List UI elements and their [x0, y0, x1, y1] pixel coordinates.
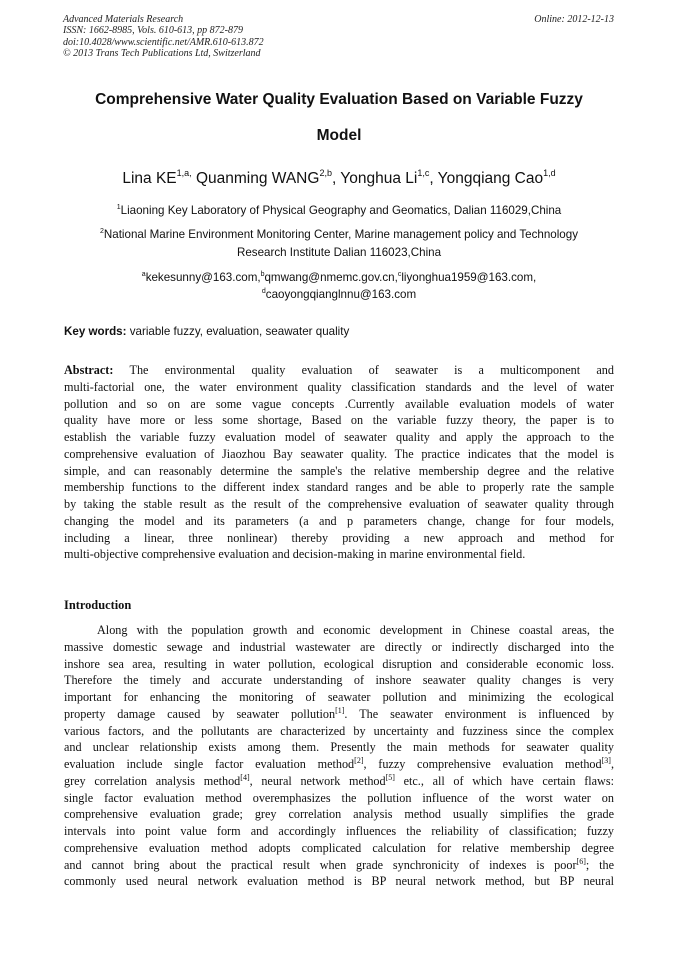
abstract-line: multi-factorial one, the water environment quality classification standards and the level of water	[64, 379, 614, 394]
abstract-line: establish the variable fuzzy evaluation model of seawater quality and apply the approach to the	[64, 430, 614, 444]
abstract-line: membership functions to the different index standard ranges and be able to properly rate the sample	[64, 480, 614, 495]
body-line: intervals into point value form and accordingly influences the reliability of classification; fuzzy	[64, 824, 614, 838]
affiliation-mark: 1	[116, 204, 121, 211]
doi-link[interactable]: doi:10.4028/www.scientific.net/AMR.610-613.872	[63, 36, 264, 48]
body-line: property damage caused by seawater pollution[1]. The seawater environment is influenced by	[64, 705, 615, 721]
issn-line: ISSN: 1662-8985, Vols. 610-613, pp 872-879	[63, 25, 243, 37]
author-affiliation-mark: 1,d	[543, 168, 556, 178]
paper-title-line-1: Comprehensive Water Quality Evaluation Based on Variable Fuzzy	[95, 91, 583, 108]
body-line: commonly used neural network evaluation method is BP neural network method, but BP neural	[64, 874, 614, 889]
keywords	[64, 325, 349, 338]
email-list-continued	[20, 288, 658, 301]
journal-name: Advanced Materials Research	[63, 14, 184, 25]
keywords-text: variable fuzzy, evaluation, seawater quality	[129, 325, 350, 338]
body-line: evaluation include single factor evaluation method[2], fuzzy comprehensive evaluation method[3],	[64, 756, 614, 771]
author-affiliation-mark: 2,b	[319, 168, 332, 178]
email-mark: d	[261, 288, 266, 295]
email-c[interactable]: liyonghua1959@163.com,	[401, 271, 537, 284]
author-name: Quanming WANG	[195, 170, 320, 187]
email-a[interactable]: kekesunny@163.com,	[145, 271, 261, 284]
online-date: Online: 2012-12-13	[534, 14, 614, 25]
body-line: and cannot bring about the practical result when grade synchronicity of indexes is poor[6]; the	[64, 856, 614, 872]
body-line: Along with the population growth and economic development in Chinese coastal areas, the	[97, 623, 614, 637]
citation-ref[interactable]: [1]	[335, 705, 345, 715]
abstract-line: comprehensive evaluation of Jiaozhou Bay seawater quality. The practice indicates that the model is	[64, 446, 614, 461]
body-line: grey correlation analysis method[4], neural network method[5] etc., all of which have certain flaws:	[64, 772, 614, 788]
affiliation-text: National Marine Environment Monitoring Center, Marine management policy and Technology	[103, 228, 578, 241]
author-name: Lina KE	[122, 170, 177, 187]
abstract-line: simple, and can reasonably determine the sample's the relative membership degree and the relative	[64, 463, 614, 478]
introduction-body	[64, 622, 614, 890]
citation-ref[interactable]: [5]	[385, 772, 395, 782]
email-mark: a	[141, 271, 146, 278]
citation-ref[interactable]: [4]	[240, 772, 250, 782]
body-line: massive domestic sewage and industrial wastewater are directly or indirectly discharged into the	[64, 639, 614, 654]
affiliation-2-continued: Research Institute Dalian 116023,China	[236, 246, 442, 259]
section-heading-introduction: Introduction	[64, 598, 132, 612]
citation-ref[interactable]: [6]	[576, 856, 586, 866]
body-line: various factors, and the pollutants are characterized by uncertainty and fuzziness since the complex	[64, 723, 614, 738]
abstract-line: multi-objective comprehensive evaluation and decision-making in marine environmental field.	[64, 547, 526, 562]
affiliation-2	[20, 228, 658, 241]
body-line: comprehensive evaluation grade; grey correlation analysis method usually simplifies the grade	[64, 807, 614, 822]
author-name: Yongqiang Cao	[437, 170, 544, 187]
email-mark: b	[260, 271, 265, 278]
copyright-line: © 2013 Trans Tech Publications Ltd, Switzerland	[63, 47, 261, 59]
body-line: important for enhancing the monitoring of seawater pollution and minimizing the ecological	[64, 690, 614, 704]
journal-header	[63, 14, 264, 59]
affiliation-1	[20, 204, 658, 217]
email-list	[20, 271, 658, 284]
email-b[interactable]: qmwang@nmemc.gov.cn,	[264, 271, 398, 284]
keywords-label: Key words:	[64, 325, 127, 338]
abstract-line: changing the model and its parameters (a and p parameters change, change for four models,	[64, 513, 614, 528]
body-line: inshore sea area, resulting in water pollution, ecological disruption and considerable economic loss.	[64, 656, 614, 671]
abstract	[64, 362, 614, 563]
abstract-line: including a linear, three nonlinear) thereby providing a new approach and method for	[64, 530, 614, 545]
abstract-line: quality have more or less some shortage, Based on the variable fuzzy theory, the paper is to	[64, 413, 614, 428]
body-line: Therefore the timely and accurate understanding of inshore seawater quality changes is very	[64, 673, 614, 688]
author-name: Yonghua Li	[340, 170, 418, 187]
paper-title-line-2: Model	[316, 127, 362, 144]
author-affiliation-mark: 1,c	[417, 168, 430, 178]
abstract-label: Abstract:	[64, 363, 114, 377]
body-line: comprehensive evaluation method adopts complicated calculation for relative membership degree	[64, 840, 614, 855]
citation-ref[interactable]: [2]	[354, 756, 364, 765]
author-affiliation-mark: 1,a,	[176, 168, 192, 178]
affiliation-text: Liaoning Key Laboratory of Physical Geography and Geomatics, Dalian 116029,China	[120, 204, 562, 217]
abstract-line: by taking the stable result as the result of the comprehensive evaluation of seawater quality through	[64, 497, 614, 511]
email-d[interactable]: caoyongqianglnnu@163.com	[265, 288, 417, 301]
author-list: Lina $KE^{1,a,}$ Quanming WANG$^{2,b}$, Yonghua Li$^{1,c}$, Yongqiang Cao$^{1,d}$	[122, 168, 556, 187]
body-line: single factor evaluation method overemphasizes the pollution influence of the worst water on	[64, 790, 614, 805]
body-line: and unclear relationship exists among them. Presently the main methods for seawater quality	[64, 740, 614, 755]
citation-ref[interactable]: [3]	[601, 756, 611, 765]
affiliation-mark: 2	[99, 228, 104, 235]
abstract-line: Abstract: The environmental quality evaluation of seawater is a multicomponent and	[64, 363, 614, 377]
abstract-line: pollution and so on are some vague concepts .Currently available evaluation models of water	[64, 396, 614, 411]
email-mark: c	[397, 271, 402, 278]
